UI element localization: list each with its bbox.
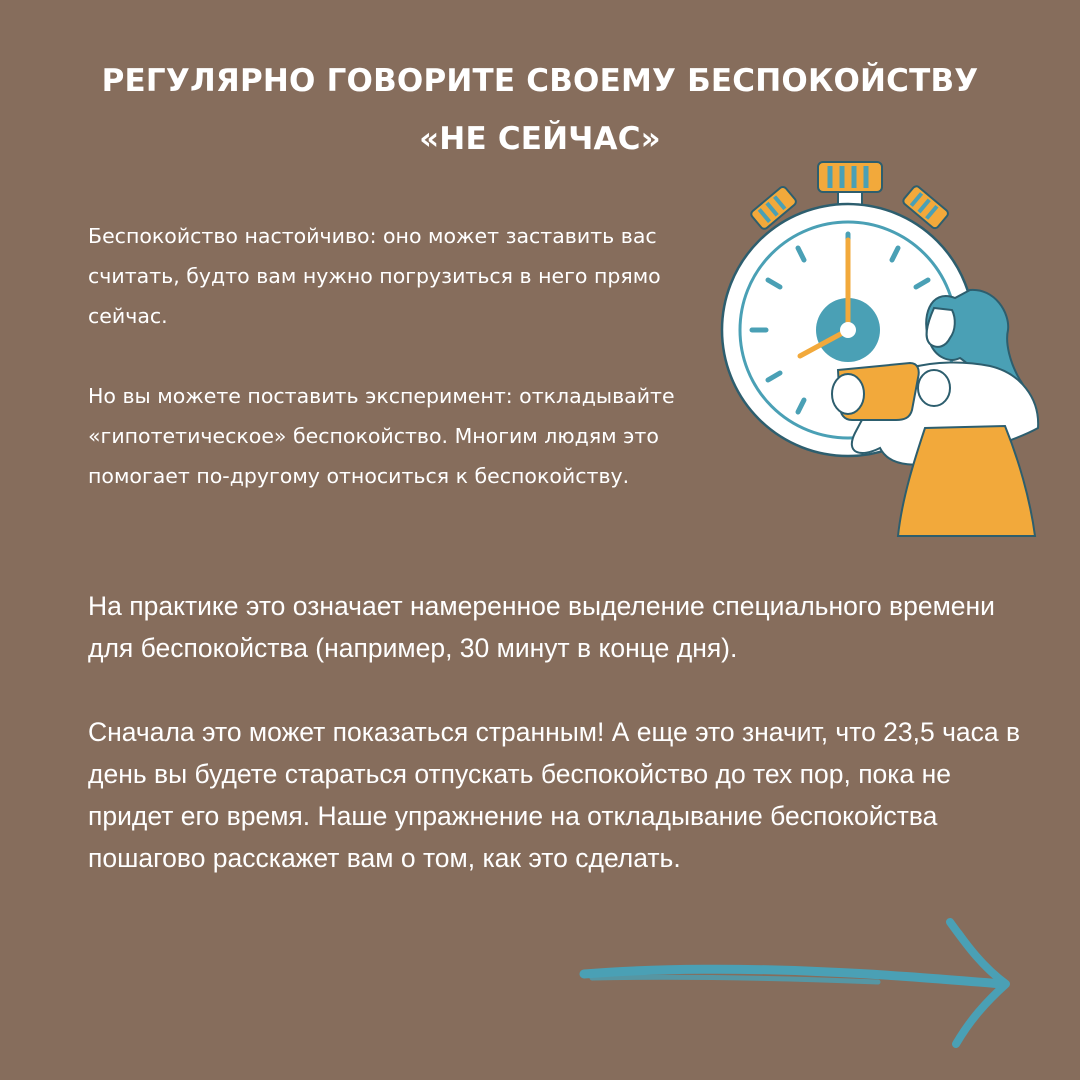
body-paragraph-2: Сначала это может показаться странным! А еще это значит, что 23,5 часа в день вы будете стараться отпускать беспокойство до тех пор, пока не придет его время. Наше упражнение на откладывание беспокойства пошагово расскажет вам о том, как это сделать. <box>88 717 1021 873</box>
intro-paragraph-1: Беспокойство настойчиво: оно может заставить вас считать, будто вам нужно погрузиться в него прямо сейчас. <box>88 224 661 328</box>
intro-text <box>88 216 728 496</box>
stopwatch-crown-icon <box>818 162 882 208</box>
body-paragraph-1: На практике это означает намеренное выделение специального времени для беспокойства (например, 30 минут в конце дня). <box>88 591 995 663</box>
stopwatch-woman-illustration <box>720 158 1040 548</box>
intro-paragraph-2: Но вы можете поставить эксперимент: откладывайте «гипотетическое» беспокойство. Многим людям это помогает по-другому относиться к беспокойству. <box>88 384 675 488</box>
body-text <box>88 585 1028 879</box>
page-title-line-2: «НЕ СЕЙЧАС» <box>419 121 661 157</box>
page-title <box>0 52 1080 168</box>
next-arrow-icon[interactable] <box>578 912 1018 1052</box>
page-title-line-1: РЕГУЛЯРНО ГОВОРИТЕ СВОЕМУ БЕСПОКОЙСТВУ <box>101 63 979 99</box>
